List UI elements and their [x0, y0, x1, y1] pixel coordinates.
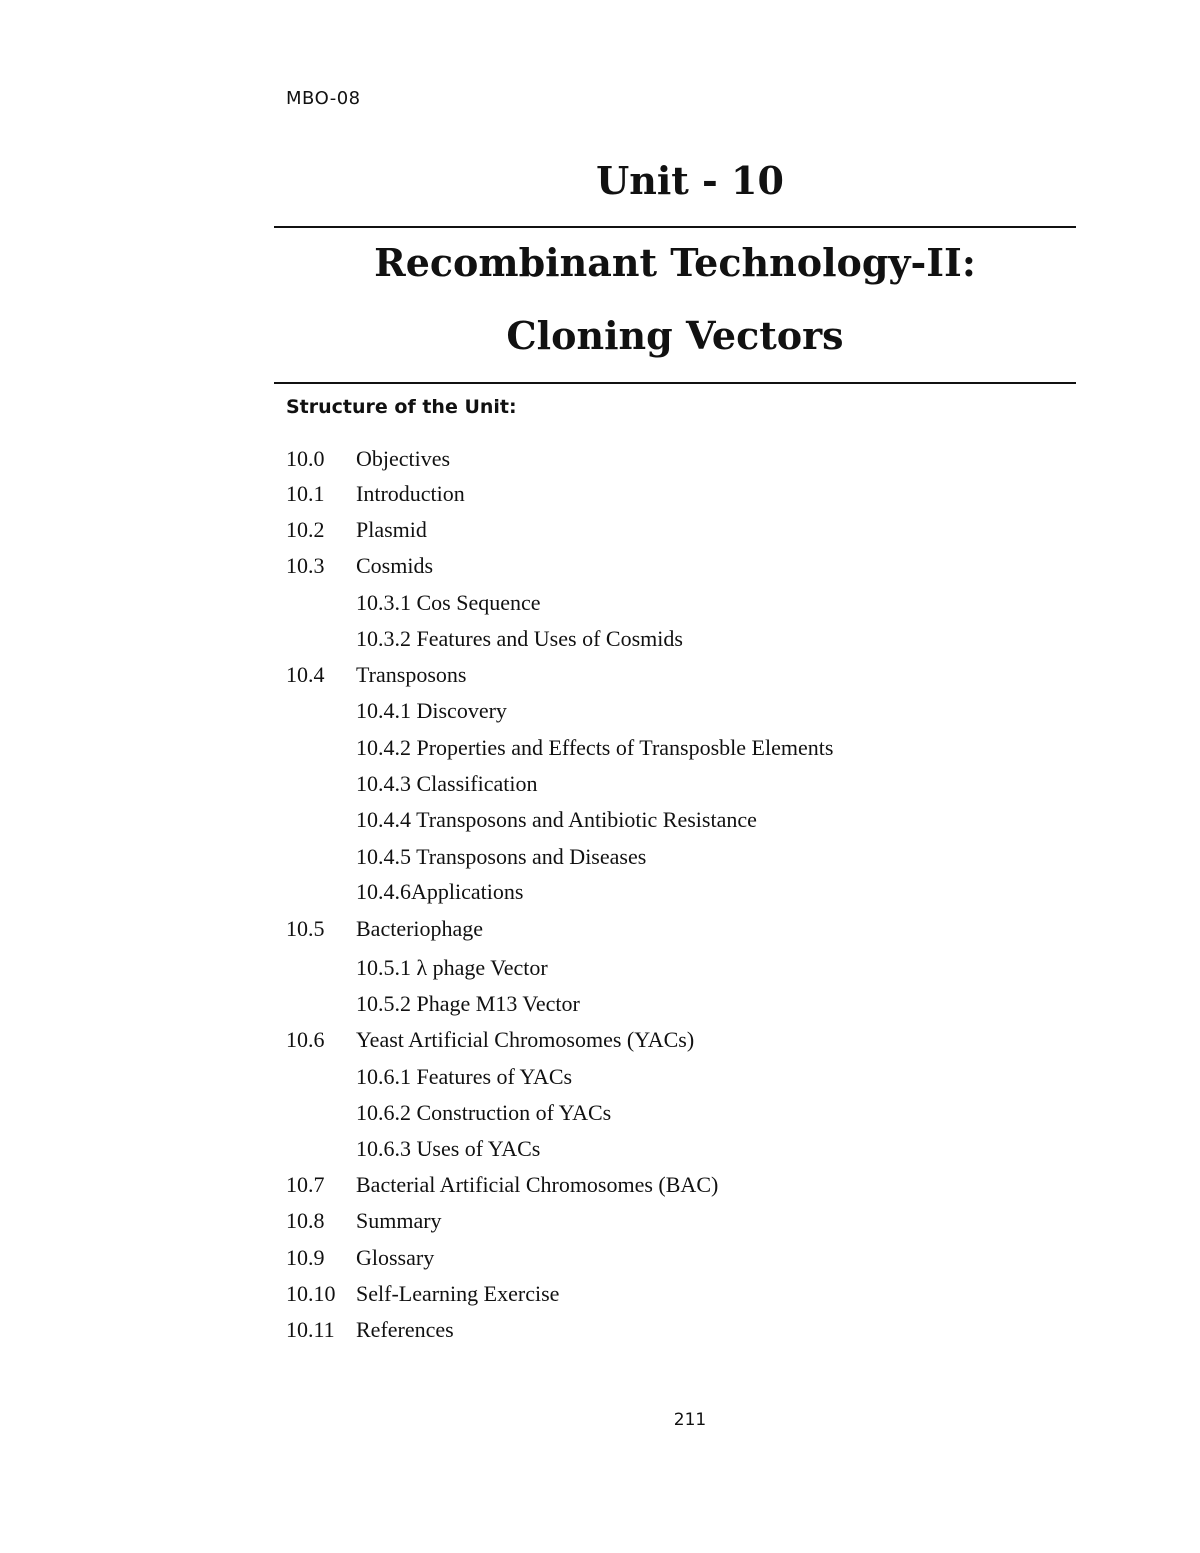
- toc-number: 10.3: [286, 553, 325, 578]
- toc-subsection: [356, 626, 683, 652]
- toc-label: 10.4.5 Transposons and Diseases: [356, 844, 647, 869]
- unit-subtitle: Cloning Vectors: [506, 313, 844, 358]
- toc-section: [286, 553, 433, 579]
- toc-number: 10.10: [286, 1281, 336, 1306]
- toc-label: Summary: [356, 1208, 442, 1233]
- toc-section: [286, 1245, 434, 1271]
- toc-label: 10.4.4 Transposons and Antibiotic Resistance: [356, 807, 757, 832]
- toc-subsection: [356, 698, 507, 724]
- toc-label: References: [356, 1317, 454, 1342]
- unit-number: Unit - 10: [596, 158, 784, 203]
- toc-section: [286, 1172, 718, 1198]
- toc-label: 10.6.3 Uses of YACs: [356, 1136, 541, 1161]
- toc-number: 10.4: [286, 662, 325, 687]
- toc-label: 10.4.2 Properties and Effects of Transposble Elements: [356, 735, 834, 760]
- toc-label: Yeast Artificial Chromosomes (YACs): [356, 1027, 695, 1052]
- toc-number: 10.7: [286, 1172, 325, 1197]
- toc-label: Glossary: [356, 1245, 435, 1270]
- toc-label: 10.6.2 Construction of YACs: [356, 1100, 612, 1125]
- toc-subsection: [356, 771, 537, 797]
- toc-label: Objectives: [356, 446, 451, 471]
- toc-number: 10.0: [286, 446, 325, 471]
- toc-label: Bacterial Artificial Chromosomes (BAC): [356, 1172, 719, 1197]
- toc-number: 10.8: [286, 1208, 325, 1233]
- toc-section: [286, 517, 427, 543]
- unit-title: Recombinant Technology-II:: [374, 240, 976, 285]
- toc-section: [286, 446, 450, 472]
- toc-number: 10.2: [286, 517, 325, 542]
- toc-label: Self-Learning Exercise: [356, 1281, 560, 1306]
- toc-label: Plasmid: [356, 517, 427, 542]
- toc-label: 10.5.2 Phage M13 Vector: [356, 991, 580, 1016]
- toc-section: [286, 1317, 454, 1343]
- toc-section: [286, 916, 483, 942]
- toc-subsection: [356, 1064, 572, 1090]
- toc-number: 10.5: [286, 916, 325, 941]
- toc-subsection: [356, 844, 646, 870]
- toc-subsection: [356, 1136, 540, 1162]
- toc-label: Cosmids: [356, 553, 434, 578]
- toc-number: 10.9: [286, 1245, 325, 1270]
- toc-label: Introduction: [356, 481, 465, 506]
- toc-number: 10.1: [286, 481, 325, 506]
- toc-subsection: [356, 590, 541, 616]
- toc-label: 10.3.1 Cos Sequence: [356, 590, 541, 615]
- toc-subsection: [356, 955, 548, 981]
- toc-section: [286, 1208, 442, 1234]
- toc-subsection: [356, 735, 833, 761]
- toc-subsection: [356, 1100, 611, 1126]
- toc-section: [286, 1027, 694, 1053]
- toc-label: 10.4.1 Discovery: [356, 698, 507, 723]
- toc-section: [286, 662, 466, 688]
- course-code: MBO-08: [286, 88, 361, 109]
- toc-number: 10.6: [286, 1027, 325, 1052]
- toc-number: 10.11: [286, 1317, 335, 1342]
- bottom-divider: [274, 382, 1076, 384]
- toc-label: 10.3.2 Features and Uses of Cosmids: [356, 626, 683, 651]
- toc-label: 10.4.3 Classification: [356, 771, 538, 796]
- toc-label: 10.5.1 λ phage Vector: [356, 955, 548, 980]
- toc-section: [286, 481, 465, 507]
- toc-subsection: [356, 879, 523, 905]
- toc-label: Transposons: [356, 662, 467, 687]
- toc-section: [286, 1281, 559, 1307]
- top-divider: [274, 226, 1076, 228]
- toc-subsection: [356, 991, 580, 1017]
- toc-label: 10.4.6Applications: [356, 879, 524, 904]
- toc-label: 10.6.1 Features of YACs: [356, 1064, 573, 1089]
- toc-subsection: [356, 807, 757, 833]
- page-number: 211: [673, 1410, 707, 1430]
- structure-heading: Structure of the Unit:: [286, 396, 517, 418]
- toc-label: Bacteriophage: [356, 916, 484, 941]
